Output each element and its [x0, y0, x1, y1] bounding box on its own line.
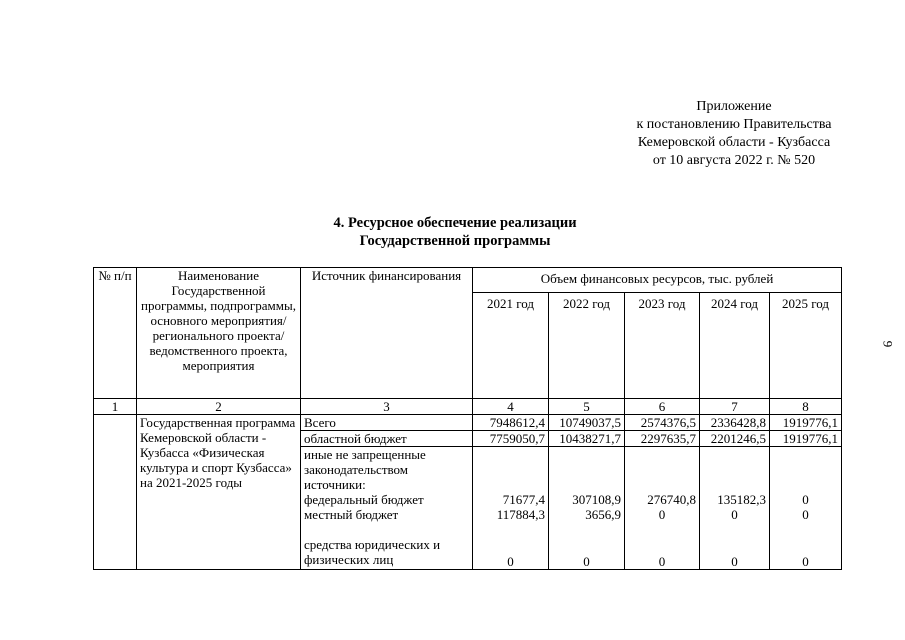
appendix-line-3: Кемеровской области - Кузбасса: [637, 135, 831, 150]
col-number: 4: [473, 399, 549, 415]
appendix-line-2: к постановлению Правительства: [636, 117, 832, 132]
col-number: 3: [301, 399, 473, 415]
value-cell: 0: [700, 537, 770, 569]
value-cell: 307108,9: [549, 447, 625, 508]
value-cell: 7948612,4: [473, 415, 549, 431]
header-year-2025: 2025 год: [770, 293, 842, 399]
value-cell: 3656,9: [549, 507, 625, 537]
program-name: Государственная программа Кемеровской области - Кузбасса «Физическая культура и спорт Кузбасса» на 2021-2025 годы: [137, 415, 301, 570]
value-cell: 135182,3: [700, 447, 770, 508]
section-title-line-2: Государственной программы: [359, 233, 551, 249]
value-cell: 1919776,1: [770, 431, 842, 447]
header-source: Источник финансирования: [301, 268, 473, 399]
section-title-line-1: 4. Ресурсное обеспечение реализации: [333, 215, 577, 231]
header-year-2023: 2023 год: [625, 293, 700, 399]
value-cell: 2297635,7: [625, 431, 700, 447]
row-num-cell: [94, 415, 137, 570]
value-cell: 2574376,5: [625, 415, 700, 431]
value-cell: 0: [473, 537, 549, 569]
value-cell: 7759050,7: [473, 431, 549, 447]
source-cell: [301, 447, 473, 508]
value-cell: 0: [625, 537, 700, 569]
source-cell: средства юридических и физических лиц: [301, 537, 473, 569]
appendix-line-1: Приложение: [696, 99, 772, 114]
header-name: Наименование Государственной программы, подпрограммы, основного мероприятия/ регионального проекта/ ведомственного проекта, мероприятия: [137, 268, 301, 399]
col-number: 7: [700, 399, 770, 415]
resources-table: [93, 267, 842, 570]
value-cell: 0: [625, 507, 700, 537]
value-cell: 10749037,5: [549, 415, 625, 431]
header-num: № п/п: [94, 268, 137, 399]
value-cell: 0: [770, 537, 842, 569]
value-cell: 1919776,1: [770, 415, 842, 431]
header-year-2021: 2021 год: [473, 293, 549, 399]
value-cell: 0: [770, 447, 842, 508]
source-cell: областной бюджет: [301, 431, 473, 447]
column-numbers-row: [94, 399, 842, 415]
other-sources-label: иные не запрещенные законодательством источники:: [304, 447, 426, 492]
value-cell: 117884,3: [473, 507, 549, 537]
col-number: 5: [549, 399, 625, 415]
col-number: 6: [625, 399, 700, 415]
header-year-2022: 2022 год: [549, 293, 625, 399]
value-cell: 0: [549, 537, 625, 569]
source-cell: местный бюджет: [301, 507, 473, 537]
federal-source-label: федеральный бюджет: [304, 492, 424, 507]
header-volume: Объем финансовых ресурсов, тыс. рублей: [473, 268, 842, 293]
section-title: [300, 214, 610, 250]
value-cell: 0: [700, 507, 770, 537]
value-cell: 0: [770, 507, 842, 537]
table-row: [94, 415, 842, 431]
value-cell: 71677,4: [473, 447, 549, 508]
value-cell: 2336428,8: [700, 415, 770, 431]
page-number: 9: [880, 340, 896, 348]
appendix-header: [600, 98, 868, 170]
value-cell: 2201246,5: [700, 431, 770, 447]
appendix-line-4: от 10 августа 2022 г. № 520: [652, 153, 816, 168]
col-number: 1: [94, 399, 137, 415]
value-cell: 276740,8: [625, 447, 700, 508]
col-number: 8: [770, 399, 842, 415]
value-cell: 10438271,7: [549, 431, 625, 447]
source-cell: Всего: [301, 415, 473, 431]
col-number: 2: [137, 399, 301, 415]
header-year-2024: 2024 год: [700, 293, 770, 399]
